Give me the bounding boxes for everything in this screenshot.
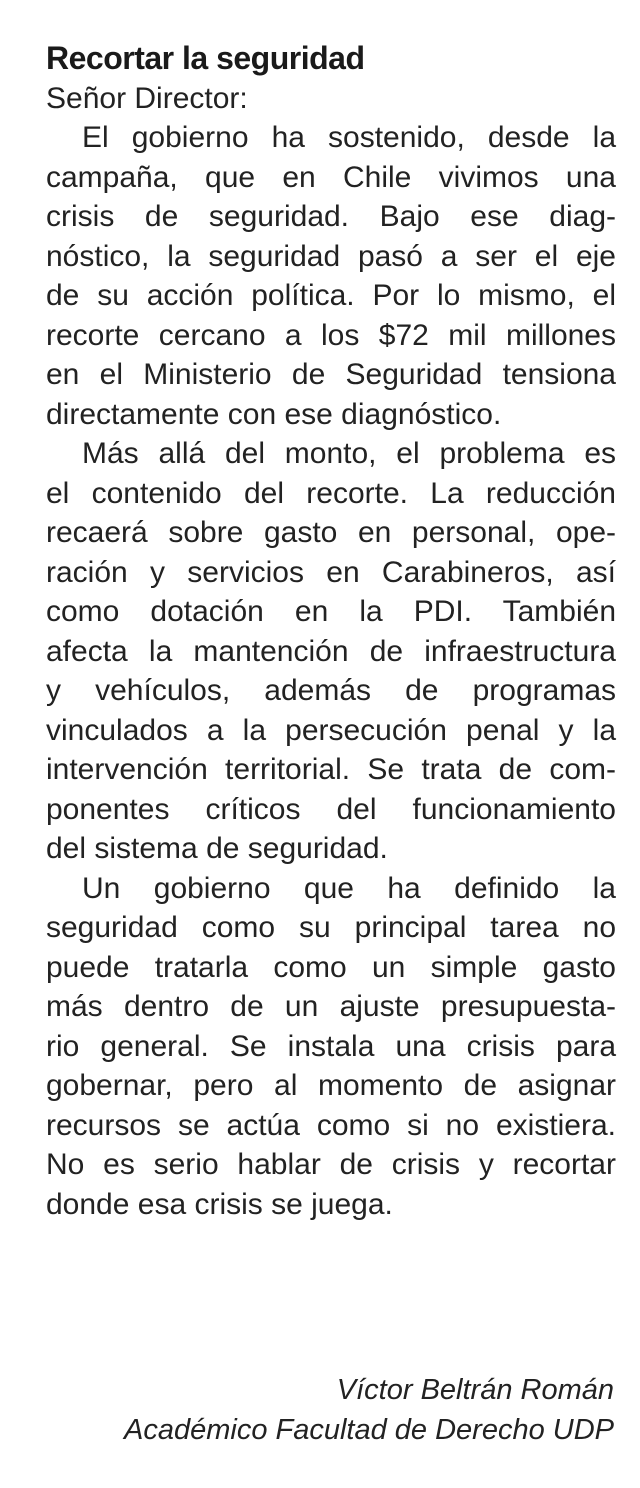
salutation: Señor Director: — [46, 82, 248, 115]
text-line: El gobierno ha sostenido, desde la — [82, 121, 616, 154]
text-line: vinculados a la persecución penal y la — [46, 713, 616, 747]
text-line: más dentro de un ajuste presupuesta- — [46, 990, 616, 1023]
text-line: directamente con ese diagnóstico. — [46, 397, 502, 431]
text-line: crisis de seguridad. Bajo ese diag- — [46, 200, 616, 233]
author-name: Víctor Beltrán Román — [336, 1374, 614, 1406]
text-line: Un gobierno que ha definido la — [82, 871, 616, 905]
paragraph — [46, 869, 616, 1225]
letter-title: Recortar la seguridad — [46, 40, 365, 76]
text-line: recaerá sobre gasto en personal, ope- — [46, 516, 616, 549]
text-line: Más allá del monto, el problema es — [82, 437, 616, 470]
text-line: gobernar, pero al momento de asignar — [46, 1069, 616, 1102]
author-role: Académico Facultad de Derecho UDP — [123, 1414, 614, 1446]
text-line: rio general. Se instala una crisis para — [46, 1029, 616, 1063]
paragraph — [46, 118, 616, 434]
text-line: nóstico, la seguridad pasó a ser el eje — [46, 239, 616, 273]
text-line: del sistema de seguridad. — [46, 832, 388, 865]
text-line: donde esa crisis se juega. — [46, 1187, 393, 1221]
text-line: afecta la mantención de infraestructura — [46, 634, 616, 668]
text-line: de su acción política. Por lo mismo, el — [46, 279, 616, 312]
paragraph — [46, 434, 616, 869]
text-line: puede tratarla como un simple gasto — [46, 950, 616, 984]
text-line: como dotación en la PDI. También — [46, 595, 616, 628]
text-line: intervención territorial. Se trata de com- — [46, 753, 616, 786]
text-line: ración y servicios en Carabineros, así — [46, 555, 616, 589]
letter-to-editor — [46, 36, 616, 1224]
text-line: en el Ministerio de Seguridad tensiona — [46, 358, 616, 391]
text-line: campaña, que en Chile vivimos una — [46, 160, 616, 194]
text-line: seguridad como su principal tarea no — [46, 911, 616, 944]
text-line: ponentes críticos del funcionamiento — [46, 792, 616, 826]
text-line: No es serio hablar de crisis y recortar — [46, 1148, 616, 1181]
text-line: recursos se actúa como si no existiera. — [46, 1108, 616, 1142]
text-line: el contenido del recorte. La reducción — [46, 476, 616, 510]
text-line: recorte cercano a los $72 mil millones — [46, 318, 616, 352]
signature-block — [124, 1370, 614, 1450]
text-line: y vehículos, además de programas — [46, 674, 616, 707]
